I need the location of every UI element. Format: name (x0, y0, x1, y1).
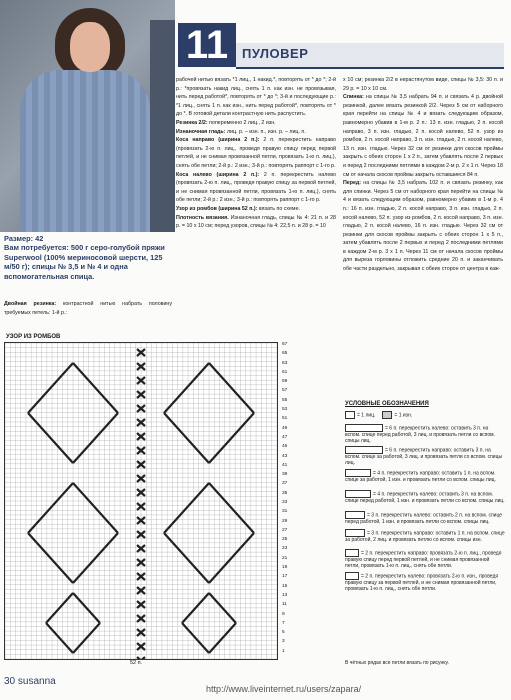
cable-left-label: Коса налево (ширина 2 п.): (176, 171, 260, 178)
chart-grid (5, 343, 277, 659)
chart-row-number: 1 (282, 648, 285, 654)
rhomb-text: вязать по схеме. (258, 205, 300, 212)
cable-symbol-icon (345, 511, 365, 519)
legend-item-text: = 6 п. перекрестить направо: оставить 3 п. на вспом. спице за работой, 3 лиц. и провязать петли со вспом. спицы лиц. (345, 447, 503, 467)
chart-row-number: 25 (282, 537, 288, 543)
double-rib-intro (4, 300, 172, 317)
legend-item (345, 572, 505, 593)
size-block (4, 234, 172, 281)
materials-text: Вам потребуется: 500 г серо-голубой пряжи Superwool (100% мериносовой шерсти, 125 м/50 г); спицы № 3,5 и № 4 и одна вспомогательная спица. (4, 243, 165, 281)
chart-row-number: 15 (282, 583, 288, 589)
chart-row-number: 35 (282, 490, 288, 496)
density-text: Изнаночная гладь, спицы № 4: 21 п. и 28 р. = 10 x 10 см; перед узоров, спицы № 4: 22,5 п. и 28 р. = 10 (176, 214, 336, 230)
chart-row-number: 9 (282, 611, 285, 617)
cable-left-text: 2 п. перекрестить налево (провязать 2-ю п. лиц., проведя правую спицу за первой петлей, и не снимая провязанной петли, провязать 1-ю п. лиц.), снять обе петли; 2-й р.: 2 изн.; 3-й р.: повторять раппорт с 1-го р. (176, 171, 336, 204)
chart-title: УЗОР ИЗ РОМБОВ (6, 334, 61, 340)
cable-right-text: 2 п. перекрестить направо (провязать 2-ю п. лиц., проведя правую спицу перед первой петлей, и не снимая провязанной петли, провязать 1-ю п. лиц.), снять обе петли; 2-й р.: 2 изн.; 3-й р.: повторять раппорт с 1-го р. (176, 137, 336, 169)
chart-row-number: 47 (282, 434, 288, 440)
chart-row-number: 13 (282, 592, 288, 598)
legend-item-text: = 3 п. перекрестить направо: оставить 1 п. на вспом. спице за работой, 2 лиц. и провязать петлю со вспом. спицы изн. (345, 530, 505, 543)
chart-row-number: 49 (282, 425, 288, 431)
model-photo (0, 0, 175, 232)
front-text: на спицы № 3,5 набрать 102 п. и связать резинку, как для спинки. Через 5 см от наборного края перейти на спицы № 4 и вязать следующим образом, равномерно убавив в 1-м р. 4 п.: 16 п. изн. гладью, 2 п. косой направо, 3 п. изн. гладью, 2 п. косой налево, 52 п. узор из ромбов, 2 п. косой направо, 3 п. изн. гладью, 2 п. косой налево, 16 п. изн. гладью. Через 32 см от резинки для скосов проймы закрыть с обеих сторон 1 x 5 п., затем убавлять после 2 первых и перед 2 последними петлями в каждом 2-м р. 3 x 1 п. Через 11 см от начала скосов проймы для выреза горловины отложить средние 20 п. и заканчивать обе части раздельно, закрывая с обеих сторон от центра в каж- (343, 180, 503, 273)
rib-label: Резинка 2/2: (176, 119, 208, 126)
chart-row-number: 61 (282, 369, 288, 375)
cable-right-label: Коса направо (ширина 2 п.): (176, 137, 260, 144)
legend-item-text: = 4 п. перекрестить налево: оставить 3 п. на вспом. спице перед работой, 1 изн. и провязать петли со вспом. спицы лиц. (345, 491, 505, 504)
chart-row-number: 39 (282, 472, 288, 478)
chart-row-number: 45 (282, 444, 288, 450)
front-label: Перед: (343, 180, 362, 187)
chart-row-number: 17 (282, 574, 288, 580)
chart-row-number: 19 (282, 565, 288, 571)
legend-item (345, 490, 505, 504)
purl-symbol-icon (382, 411, 392, 419)
page-number: 30 susanna (4, 676, 56, 687)
chart-row-number: 63 (282, 360, 288, 366)
chart-row-number: 31 (282, 509, 288, 515)
chart-row-number: 29 (282, 518, 288, 524)
pattern-title: ПУЛОВЕР (242, 46, 309, 61)
legend-item-text: = 2 п. перекрестить налево: провязать 2-ю п. изн., проведя правую спицу за первой петлей, и не снимая провязанной петли, провязать 1-ю п. лиц., снять обе петли. (345, 573, 499, 593)
knit-symbol-icon (345, 411, 355, 419)
legend-footnote: В чётных рядах все петли вязать по рисунку. (345, 660, 449, 666)
legend-item-text: = 3 п. перекрестить налево: оставить 2 п. на вспом. спице перед работой, 1 изн. и провязать петли со вспом. спицы лиц. (345, 512, 503, 525)
legend-basic (345, 411, 505, 419)
cable-symbol-icon (345, 469, 371, 477)
chart-row-numbers (282, 342, 298, 658)
chart-row-number: 67 (282, 342, 288, 347)
cable-symbol-icon (345, 490, 371, 498)
legend-item (345, 511, 505, 525)
chart-width-label: 52 п. (130, 660, 143, 666)
chart-row-number: 65 (282, 351, 288, 357)
chart-row-number: 57 (282, 388, 288, 394)
legend-item (345, 469, 505, 483)
cable-symbol-icon (345, 529, 365, 537)
chart-row-number: 43 (282, 453, 288, 459)
chart-row-number: 11 (282, 602, 287, 608)
legend-purl: = 1 изн. (394, 412, 413, 419)
chart-row-number: 59 (282, 379, 288, 385)
rib-continued: рабочей нитью вязать *1 лиц., 1 накид.*, повторять от * до *; 2-й р.: *провязать накид лиц., снять 1 п. как изн. не провязывая, нить перед работой*, повторять от * до *; 3-й и последующие р.: *1 лиц., снять 1 п. как изн., нить перед работой*, повторять от * до *. В готовой детали контрастную нить распустить. (176, 77, 336, 118)
legend-item (345, 424, 505, 445)
double-rib-label: Двойная резинка: (4, 301, 57, 307)
rhomb-chart (4, 342, 278, 660)
density-label: Плотность вязания. (176, 214, 229, 221)
instructions-column-1 (176, 76, 336, 231)
chart-row-number: 55 (282, 397, 288, 403)
instructions-column-2 (343, 76, 503, 274)
legend-item (345, 529, 505, 543)
legend-item (345, 446, 505, 467)
legend-title: УСЛОВНЫЕ ОБОЗНАЧЕНИЯ (345, 401, 429, 407)
back-text: на спицы № 3,5 набрать 94 п. и связать 4 р. двойной резинкой, далее вязать резинкой 2/2. Через 5 см от наборного края перейти на спицы № 4 и вязать следующим образом, равномерно убавив в 1-м р. 2 п.: 13 п. изн. гладью, 2 п. косой направо, 3 п. изн. гладью, 2 п. косой налево, 52 п. узор из ромбов, 2 п. косой направо, 3 п. изн. гладью, 2 п. косой налево, 13 п. изн. гладью. Через 32 см от резинки для скосов проймы закрыть с обеих сторон 1 x 2 п., затем убавлять после 2 первых и перед 2 последними петлями в каждом 2-м р. 2 x 1 п. Через 18 см от начала скосов проймы закрыть оставшиеся 84 п. (343, 94, 503, 178)
chart-row-number: 53 (282, 407, 288, 413)
double-rib-text: контрастной нитью набрать половину требуемых петель: 1-й р.: (4, 301, 172, 316)
cable-symbol-icon (345, 549, 359, 557)
back-label: Спинка: (343, 94, 364, 101)
garter-label: Изнаночная гладь: (176, 128, 226, 135)
chart-row-number: 23 (282, 546, 288, 552)
rib-text: попеременно 2 лиц., 2 изн. (209, 119, 276, 126)
chart-row-number: 5 (282, 630, 285, 636)
chart-row-number: 41 (282, 462, 288, 468)
chart-row-number: 21 (282, 555, 288, 561)
chart-row-number: 33 (282, 500, 288, 505)
watermark-url: http://www.liveinternet.ru/users/zapara/ (206, 684, 362, 694)
chart-row-number: 7 (282, 620, 285, 626)
cable-symbol-icon (345, 424, 383, 432)
garter-text: лиц. р. – изн. п., изн. р. – лиц. п. (226, 128, 306, 135)
chart-row-number: 37 (282, 481, 288, 487)
cable-symbol-icon (345, 446, 383, 454)
density-continued: x 10 см; резинка 2/2 в нерастянутом виде, спицы № 3,5: 30 п. и 29 р. = 10 x 10 см. (343, 77, 503, 92)
legend-knit: = 1 лиц. (357, 412, 376, 419)
pattern-number: 11 (178, 23, 236, 67)
rhomb-label: Узор из ромбов (ширина 52 п.): (176, 205, 258, 212)
legend-item-text: = 6 п. перекрестить налево: оставить 3 п. на вспом. спице перед работой, 3 лиц. и провязать петли со вспом. спицы лиц. (345, 425, 495, 445)
size-text: Размер: 42 (4, 234, 44, 243)
chart-row-number: 3 (282, 639, 285, 645)
chart-row-number: 27 (282, 527, 288, 533)
chart-row-number: 51 (282, 416, 288, 422)
legend-item-text: = 4 п. перекрестить направо: оставить 1 п. на вспом. спице за работой, 1 изн. и провязать петли со вспом. спицы лиц. (345, 470, 496, 483)
legend-item-text: = 2 п. перекрестить направо: провязать 2-ю п. лиц., проведя правую спицу перед первой петлей, и не снимая провязанной петли, провязать 1-ю п. лиц., снять обе петли. (345, 550, 502, 570)
legend-item (345, 549, 505, 570)
cable-symbol-icon (345, 572, 359, 580)
